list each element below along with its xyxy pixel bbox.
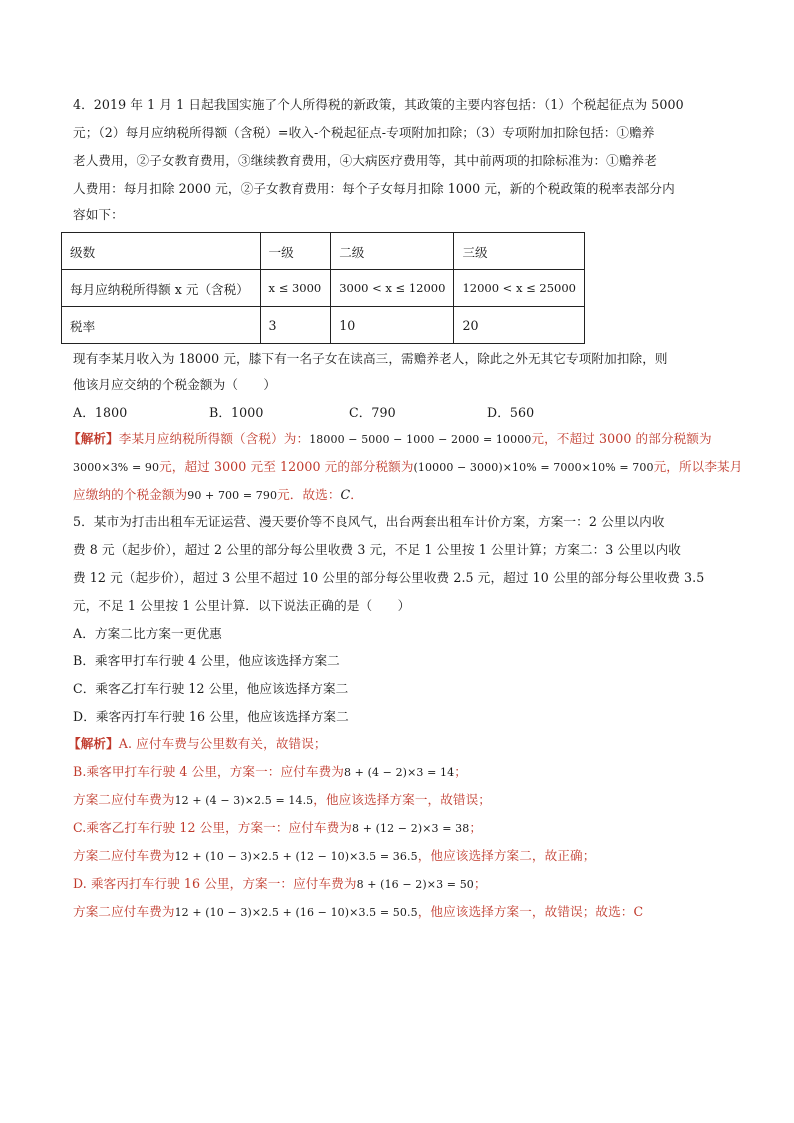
analysis-tag: 【解析】: [68, 431, 119, 446]
table-cell: 3: [260, 307, 331, 344]
q4-option-c: C．790: [349, 405, 396, 420]
analysis-text: B.乘客甲打车行驶 4 公里，方案一：应付车费为: [73, 764, 344, 779]
analysis-text: 元，超过 3000 元至 12000 元的部分税额为: [159, 459, 414, 474]
table-cell: 一级: [260, 233, 331, 270]
q5-analysis-line-a: [68, 735, 327, 753]
q4-text-line-4: 人费用：每月扣除 2000 元，②子女教育费用：每个子女每月扣除 1000 元，新的个税政策的税率表部分内: [73, 181, 675, 196]
table-cell: 三级: [454, 233, 585, 270]
analysis-text: 应缴纳的个税金额为: [73, 487, 188, 502]
analysis-text: ；: [469, 820, 483, 835]
q4-text-line-1: 4．2019 年 1 月 1 日起我国实施了个人所得税的新政策，其政策的主要内容包括：（1）个税起征点为 5000: [73, 97, 684, 112]
q5-option-c: C．乘客乙打车行驶 12 公里，他应该选择方案二: [73, 681, 349, 696]
q5-text-line-1: 5．某市为打击出租车无证运营、漫天要价等不良风气，出台两套出租车计价方案，方案一：2 公里以内收: [73, 514, 665, 529]
q4-text-line-7: 他该月应交纳的个税金额为（ ）: [73, 377, 277, 392]
q4-text-line-6: 现有李某月收入为 18000 元，膝下有一名子女在读高三，需赡养老人，除此之外无其它专项附加扣除，则: [73, 351, 668, 366]
analysis-formula: 8 + (16 − 2)×3 = 50: [356, 878, 474, 891]
analysis-formula: 12 + (10 − 3)×2.5 + (16 − 10)×3.5 = 50.5: [174, 906, 418, 919]
analysis-text: A. 应付车费与公里数有关，故错误；: [118, 736, 327, 751]
analysis-text: ，他应该选择方案一，故错误；故选：C: [417, 904, 644, 919]
table-cell: 20: [454, 307, 585, 344]
analysis-formula: 3000×3% = 90: [73, 461, 160, 474]
table-cell: x ≤ 3000: [260, 270, 331, 307]
analysis-tag: 【解析】: [68, 736, 119, 751]
table-cell: 12000 < x ≤ 25000: [454, 270, 585, 307]
analysis-text: 方案二应付车费为: [73, 848, 175, 863]
analysis-text: 元．故选：: [277, 487, 341, 502]
table-cell: 税率: [62, 307, 261, 344]
analysis-formula: 12 + (10 − 3)×2.5 + (12 − 10)×3.5 = 36.5: [174, 850, 418, 863]
analysis-text: D. 乘客丙打车行驶 16 公里，方案一：应付车费为: [73, 876, 357, 891]
q5-analysis-line-c1: [73, 819, 482, 838]
analysis-text: 方案二应付车费为: [73, 792, 175, 807]
analysis-formula: 18000 − 5000 − 1000 − 2000 = 10000: [309, 433, 532, 446]
table-cell: 二级: [331, 233, 454, 270]
analysis-text: ．: [350, 487, 363, 502]
analysis-text: ；: [454, 764, 467, 779]
table-cell: 10: [331, 307, 454, 344]
analysis-formula: 90 + 700 = 790: [187, 489, 278, 502]
tax-rate-table: [61, 232, 585, 344]
q4-analysis-line-3: [73, 486, 363, 505]
table-cell: 每月应纳税所得额 x 元（含税）: [62, 270, 261, 307]
analysis-text: ；: [473, 876, 487, 891]
analysis-formula: 8 + (12 − 2)×3 = 38: [352, 822, 470, 835]
q5-analysis-line-c2: [73, 847, 595, 866]
q4-option-a: A．1800: [73, 405, 128, 420]
analysis-formula: 12 + (4 − 3)×2.5 = 14.5: [174, 794, 314, 807]
table-row: [62, 270, 585, 307]
analysis-answer: C: [340, 487, 351, 502]
analysis-text: 方案二应付车费为: [73, 904, 175, 919]
table-row: [62, 307, 585, 344]
q4-text-line-2: 元；（2）每月应纳税所得额（含税）=收入-个税起征点-专项附加扣除；（3）专项附加扣除包括：①赡养: [73, 125, 655, 140]
q5-analysis-line-b2: [73, 791, 491, 810]
q4-option-d: D．560: [487, 405, 535, 420]
table-row: [62, 233, 585, 270]
analysis-text: 元，不超过 3000 的部分税额为: [531, 431, 712, 446]
analysis-formula: (10000 − 3000)×10% = 7000×10% = 700: [413, 461, 654, 474]
q4-text-line-3: 老人费用，②子女教育费用，③继续教育费用，④大病医疗费用等，其中前两项的扣除标准为：①赡养老: [73, 153, 657, 168]
q5-analysis-line-b1: [73, 763, 467, 782]
q5-option-b: B．乘客甲打车行驶 4 公里，他应该选择方案二: [73, 653, 340, 668]
q4-analysis-line-2: [73, 458, 742, 477]
q4-analysis-line-1: [68, 430, 712, 449]
analysis-text: C.乘客乙打车行驶 12 公里，方案一：应付车费为: [73, 820, 353, 835]
analysis-text: 元，所以李某月: [653, 459, 743, 474]
q5-text-line-3: 费 12 元（起步价），超过 3 公里不超过 10 公里的部分每公里收费 2.5 元，超过 10 公里的部分每公里收费 3.5: [73, 570, 705, 585]
q5-text-line-2: 费 8 元（起步价），超过 2 公里的部分每公里收费 3 元，不足 1 公里按 1 公里计算；方案二：3 公里以内收: [73, 542, 681, 557]
q5-analysis-line-d2: [73, 903, 643, 922]
q5-text-line-4: 元，不足 1 公里按 1 公里计算．以下说法正确的是（ ）: [73, 598, 411, 613]
q5-option-d: D．乘客丙打车行驶 16 公里，他应该选择方案二: [73, 709, 349, 724]
table-cell: 级数: [62, 233, 261, 270]
q5-analysis-line-d1: [73, 875, 487, 894]
q5-option-a: A．方案二比方案一更优惠: [73, 626, 222, 641]
analysis-formula: 8 + (4 − 2)×3 = 14: [343, 766, 455, 779]
analysis-text: ，他应该选择方案二，故正确；: [417, 848, 596, 863]
analysis-text: ，他应该选择方案一，故错误；: [313, 792, 491, 807]
q4-text-line-5: 容如下：: [73, 207, 124, 222]
q4-option-b: B．1000: [209, 405, 264, 420]
table-cell: 3000 < x ≤ 12000: [331, 270, 454, 307]
analysis-text: 李某月应纳税所得额（含税）为：: [118, 431, 310, 446]
